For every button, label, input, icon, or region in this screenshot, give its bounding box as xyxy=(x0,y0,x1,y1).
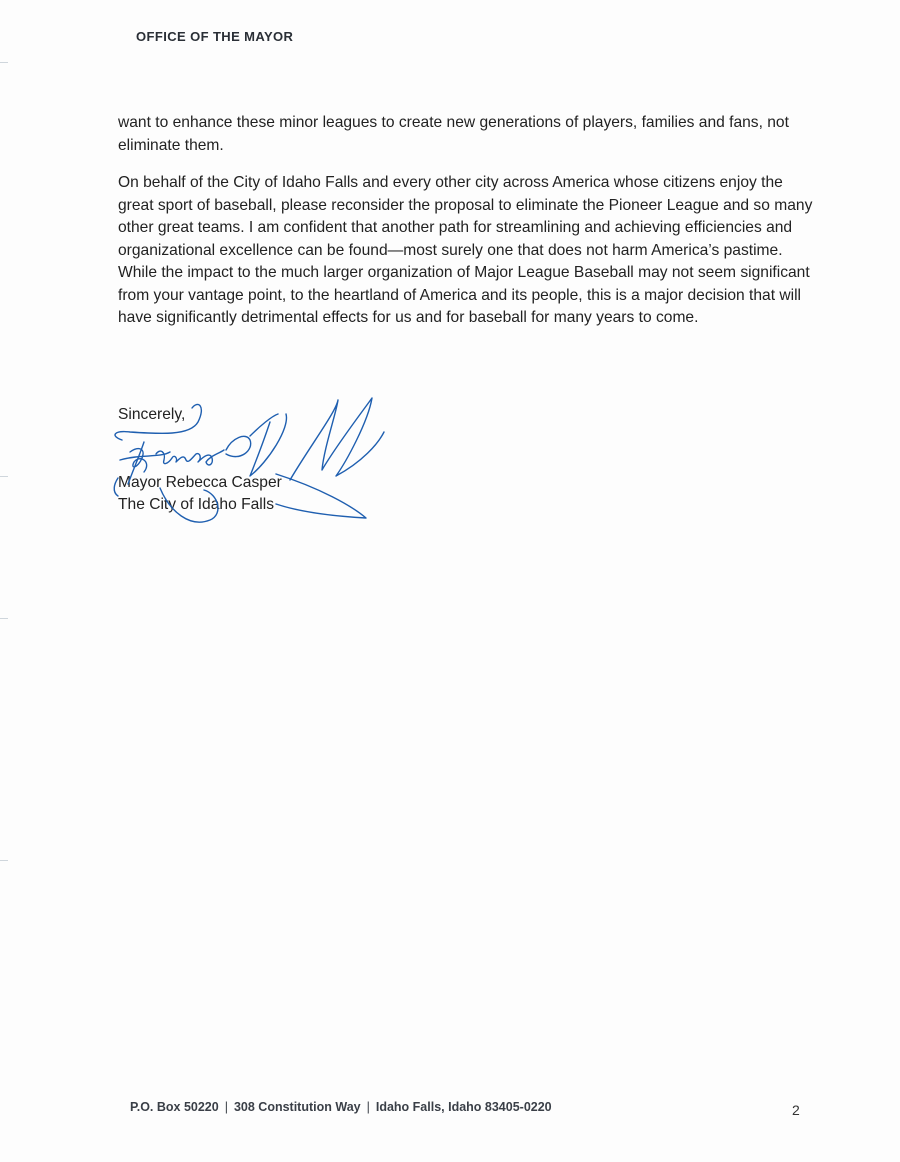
scan-edge-mark xyxy=(0,860,8,861)
signer-name: Mayor Rebecca Casper xyxy=(118,473,282,491)
letterhead-footer-address xyxy=(130,1100,552,1114)
footer-separator: | xyxy=(224,1100,228,1114)
page-number: 2 xyxy=(792,1102,800,1118)
footer-city: Idaho Falls, Idaho 83405-0220 xyxy=(375,1100,552,1114)
scan-edge-mark xyxy=(0,476,8,477)
letter-body xyxy=(118,112,818,345)
footer-street: 308 Constitution Way xyxy=(233,1100,361,1114)
handwritten-signature xyxy=(100,392,390,542)
signer-org: The City of Idaho Falls xyxy=(118,496,275,513)
body-paragraph: want to enhance these minor leagues to create new generations of players, families and fans, not eliminate them. xyxy=(118,114,789,154)
footer-separator: | xyxy=(366,1100,370,1114)
body-paragraph: On behalf of the City of Idaho Falls and every other city across America whose citizens enjoy the great sport of baseball, please reconsider the proposal to eliminate the Pioneer League and so many other great teams. I am confident that another path for streamlining and achieving efficiencies and organizational excellence can be found—most surely one that does not harm America’s pastime. While the impact to the much larger organization of Major League Baseball may not seem significant from your vantage point, to the heartland of America and its people, this is a major decision that will have significantly detrimental effects for us and for baseball for many years to come. xyxy=(118,174,813,326)
footer-po-box: P.O. Box 50220 xyxy=(130,1100,219,1114)
scan-edge-mark xyxy=(0,618,8,619)
salutation: Sincerely, xyxy=(118,406,186,423)
scan-edge-mark xyxy=(0,62,8,63)
letterhead-office: OFFICE OF THE MAYOR xyxy=(136,29,294,44)
